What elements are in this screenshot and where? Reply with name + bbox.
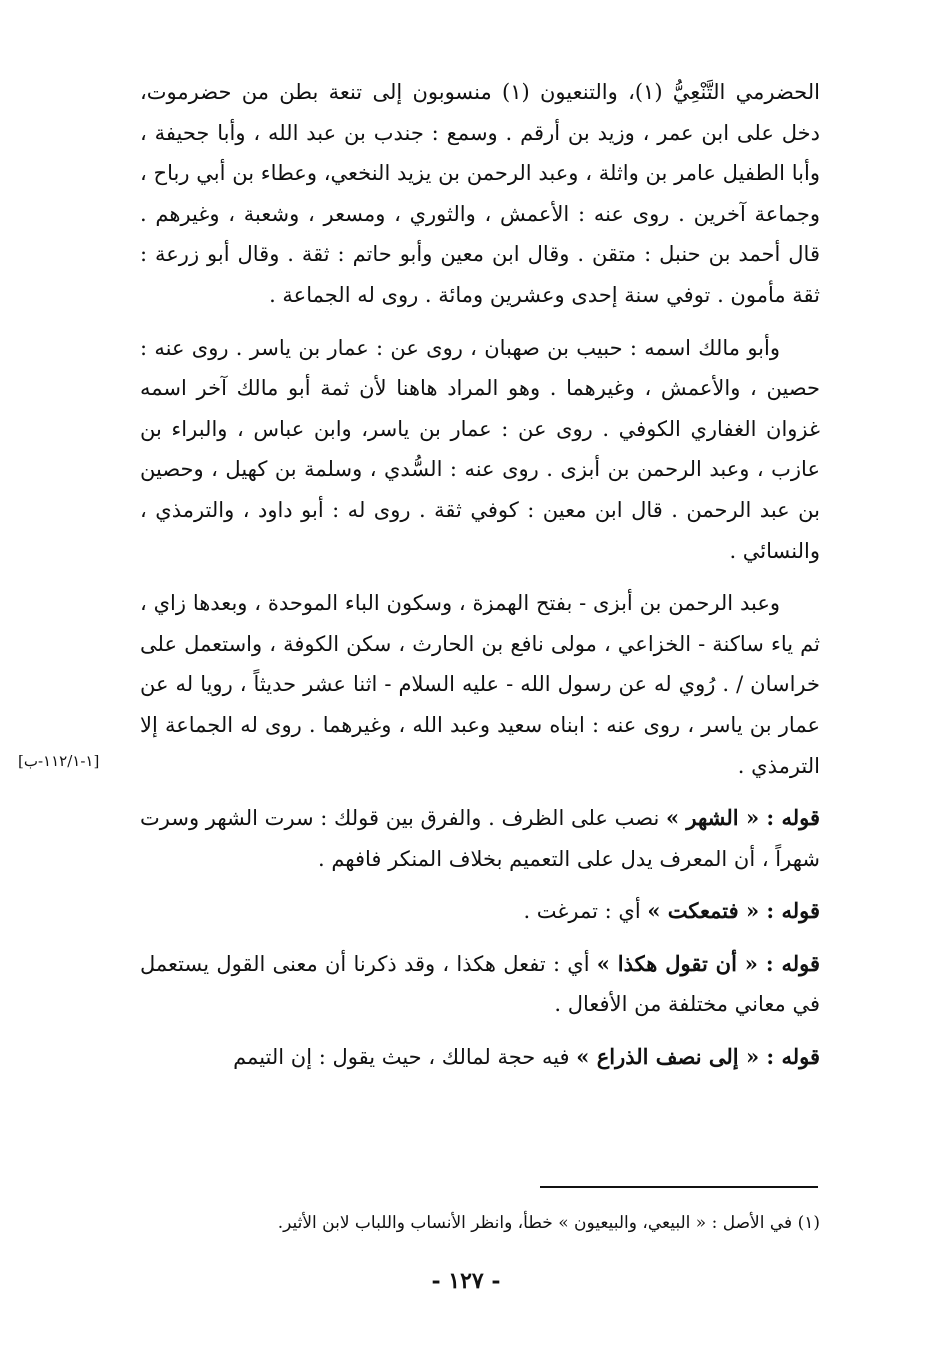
paragraph-an-taqul: [140, 944, 820, 1025]
commentary-lead: قوله : « إلى نصف الذراع »: [576, 1044, 820, 1070]
paragraph-abu-malik: [140, 328, 820, 572]
paragraph-nisf-al-dhira: [140, 1037, 820, 1078]
paragraph-al-shahr: [140, 798, 820, 879]
paragraph-tamaakt: [140, 891, 820, 932]
paragraph-text: نصب على الظرف . والفرق بين قولك : سرت الشهر وسرت شهراً ، أن المعرف يدل على التعميم بخلاف المنكر فافهم .: [140, 806, 820, 871]
footnote-divider: [540, 1186, 818, 1188]
paragraph-abdulrahman-ibn-abza: [140, 583, 820, 786]
paragraph-text: أي : تفعل هكذا ، وقد ذكرنا أن معنى القول يستعمل في معاني مختلفة من الأفعال .: [140, 951, 820, 1017]
paragraph-text: فيه حجة لمالك ، حيث يقول : إن التيمم: [233, 1045, 577, 1070]
paragraph-text: أي : تمرغت .: [523, 899, 648, 924]
body-text: [140, 72, 820, 1078]
commentary-lead: قوله : « أن تقول هكذا »: [596, 950, 820, 976]
paragraph-text: وعبد الرحمن بن أبزى - بفتح الهمزة ، وسكون الباء الموحدة ، وبعدها زاي ، ثم ياء ساكنة - الخزاعي ، مولى نافع بن الحارث ، سكن الكوفة ، واستعمل على خراسان / . رُوي له عن رسول الله - عليه السلام - اثنا عشر حديثاً ، رويا له عن عمار بن ياسر ، روى عنه : ابناه سعيد وعبد الله ، وغيرهما . روى له الجماعة إلا الترمذي .: [140, 591, 820, 778]
page-number: - ١٢٧ -: [431, 1268, 501, 1294]
footnote: (١) في الأصل : « البيعي، والبيعيون » خطأ، وانظر الأنساب واللباب لابن الأثير.: [277, 1213, 820, 1233]
manuscript-folio-marker: [١-١١٢/١-ب]: [18, 752, 100, 770]
paragraph-hadrami: [140, 72, 820, 316]
commentary-lead: قوله : « فتمعكت »: [647, 898, 820, 924]
paragraph-text: الحضرمي التَّنْعِيُّ (١)، والتنعيون (١) منسوبون إلى تنعة بطن من حضرموت، دخل على ابن عمر ، وزيد بن أرقم . وسمع : جندب بن عبد الله ، وأبا جحيفة ، وأبا الطفيل عامر بن واثلة ، وعبد الرحمن بن يزيد النخعي، وعطاء بن أبي رباح ، وجماعة آخرين . روى عنه : الأعمش ، والثوري ، ومسعر ، وشعبة ، وغيرهم . قال أحمد بن حنبل : متقن . وقال ابن معين وأبو حاتم : ثقة . وقال أبو زرعة : ثقة مأمون . توفي سنة إحدى وعشرين ومائة . روى له الجماعة .: [140, 80, 820, 307]
commentary-lead: قوله : « الشهر »: [665, 805, 820, 831]
paragraph-text: وأبو مالك اسمه : حبيب بن صهبان ، روى عن : عمار بن ياسر . روى عنه : حصين ، والأعمش ، وغيرهما . وهو المراد هاهنا لأن ثمة أبو مالك آخر اسمه غزوان الغفاري الكوفي . روى عن : عمار بن ياسر، وابن عباس ، والبراء بن عازب ، وعبد الرحمن بن أبزى . روى عنه : السُّدي ، وسلمة بن كهيل ، وحصين بن عبد الرحمن . قال ابن معين : كوفي ثقة . روى له : أبو داود ، والترمذي ، والنسائي .: [140, 335, 820, 563]
